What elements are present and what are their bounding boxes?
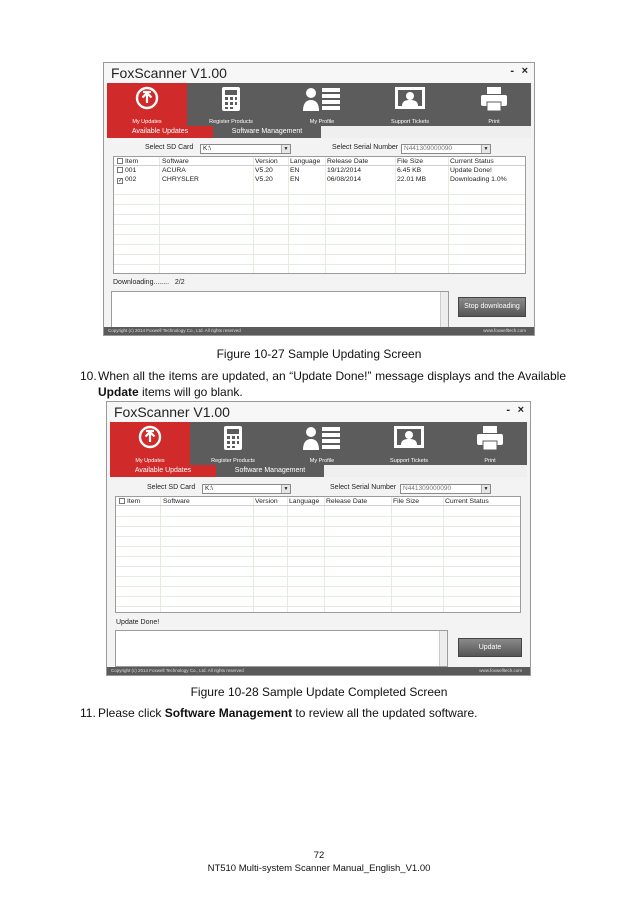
chevron-down-icon: ▼ (281, 485, 290, 493)
toolbar-print[interactable] (454, 83, 534, 126)
sd-card-dropdown[interactable] (202, 484, 291, 494)
copyright-text: Copyright (c) 2014 Foxwell Technology Co., Ltd. All rights reserved (111, 668, 244, 673)
figure-caption-27: Figure 10-27 Sample Updating Screen (216, 347, 422, 361)
page-number: 72 (313, 850, 325, 861)
cell-status: Downloading 1.0% (450, 176, 507, 183)
toolbar-register-products[interactable] (191, 83, 271, 126)
step-10-line-1: When all the items are updated, an “Update Done!” message displays and the Available (98, 369, 566, 383)
tab-bar (107, 126, 531, 138)
title-bar (104, 63, 534, 83)
chevron-down-icon: ▼ (281, 145, 290, 153)
column-release-date: Release Date (327, 158, 369, 165)
log-scrollbar[interactable] (439, 631, 447, 666)
website-link[interactable]: www.foxwelltech.com (479, 668, 522, 673)
support-icon (393, 425, 425, 451)
serial-number-dropdown[interactable] (400, 484, 491, 494)
status-text: Update Done! (116, 619, 160, 626)
manual-title: NT510 Multi-system Scanner Manual_English_V1.00 (207, 863, 431, 874)
step-10-line-2: Update items will go blank. (98, 385, 243, 399)
toolbar-my-updates[interactable] (107, 83, 187, 126)
stop-downloading-button[interactable]: Stop downloading (458, 297, 526, 317)
status-footer (104, 327, 534, 335)
log-output[interactable] (111, 291, 449, 328)
toolbar-label: Print (484, 458, 496, 464)
status-text: Downloading........ 2/2 (113, 279, 185, 286)
minimize-button[interactable]: - (506, 404, 510, 416)
serial-number-dropdown[interactable] (401, 144, 491, 154)
column-current-status: Current Status (445, 498, 489, 505)
toolbar-label: Print (488, 119, 500, 125)
toolbar-support-tickets[interactable] (370, 83, 450, 126)
sd-card-value: K:\ (205, 485, 213, 492)
toolbar-label: Support Tickets (391, 119, 429, 125)
table-header (116, 497, 520, 506)
printer-icon (479, 86, 509, 112)
updates-table (115, 496, 521, 613)
column-version: Version (255, 498, 278, 505)
toolbar-label: Register Products (211, 458, 255, 464)
row-checkbox[interactable] (117, 167, 123, 173)
support-icon (394, 86, 426, 112)
toolbar-label: My Profile (309, 119, 335, 125)
column-file-size: File Size (397, 158, 424, 165)
chevron-down-icon: ▼ (481, 485, 490, 493)
cell-file-size: 22.01 MB (397, 176, 427, 183)
close-button[interactable]: × (521, 65, 528, 77)
download-count: 2/2 (174, 279, 185, 286)
serial-number-value: N441309000090 (404, 145, 453, 152)
cell-item: 002 (125, 176, 137, 183)
column-software: Software (163, 498, 190, 505)
toolbar-label: My Updates (132, 119, 162, 125)
toolbar-label: My Profile (309, 458, 335, 464)
profile-icon (302, 425, 342, 451)
column-software: Software (162, 158, 189, 165)
tab-available-updates[interactable]: Available Updates (107, 126, 213, 138)
row-checkbox-checked[interactable]: ✓ (118, 178, 124, 184)
toolbar-my-profile[interactable] (282, 422, 362, 465)
tab-bar (110, 465, 527, 477)
column-release-date: Release Date (326, 498, 368, 505)
serial-number-value: N441309000090 (403, 485, 452, 492)
main-toolbar (107, 83, 531, 126)
column-current-status: Current Status (450, 158, 494, 165)
chevron-down-icon: ▼ (481, 145, 490, 153)
updates-table (113, 156, 526, 274)
toolbar-label: Register Products (209, 119, 253, 125)
serial-number-label: Select Serial Number (332, 144, 399, 151)
figure-caption-28: Figure 10-28 Sample Update Completed Screen (190, 685, 448, 699)
toolbar-support-tickets[interactable] (369, 422, 449, 465)
select-all-checkbox[interactable] (119, 498, 125, 504)
printer-icon (475, 425, 505, 451)
column-version: Version (255, 158, 278, 165)
column-item[interactable]: Item (119, 497, 140, 506)
website-link[interactable]: www.foxwelltech.com (483, 328, 526, 333)
upload-icon (138, 425, 162, 449)
tab-software-management[interactable]: Software Management (216, 465, 324, 477)
copyright-text: Copyright (c) 2014 Foxwell Technology Co., Ltd. All rights reserved (108, 328, 241, 333)
cell-language: EN (290, 176, 300, 183)
serial-number-label: Select Serial Number (330, 484, 397, 491)
cell-status: Update Done! (450, 167, 492, 174)
profile-icon (302, 86, 342, 112)
table-row[interactable] (114, 175, 525, 184)
select-all-checkbox[interactable] (117, 158, 123, 164)
toolbar-label: Support Tickets (390, 458, 428, 464)
update-button[interactable]: Update (458, 638, 522, 657)
cell-version: V5.20 (255, 167, 273, 174)
sd-card-label: Select SD Card (145, 144, 194, 151)
step-11-text: Please click Software Management to review all the updated software. (98, 706, 478, 720)
table-header (114, 157, 525, 166)
title-bar (107, 402, 530, 422)
sd-card-label: Select SD Card (147, 484, 196, 491)
updating-screenshot (103, 62, 535, 336)
toolbar-my-updates[interactable] (110, 422, 190, 465)
log-output[interactable] (115, 630, 448, 667)
cell-file-size: 6.45 KB (397, 167, 422, 174)
cell-item: 001 (125, 167, 137, 174)
column-item[interactable]: Item (117, 157, 138, 166)
close-button[interactable]: × (517, 404, 524, 416)
column-language: Language (290, 158, 321, 165)
cell-release-date: 19/12/2014 (327, 167, 362, 174)
toolbar-label: My Updates (135, 458, 165, 464)
update-completed-screenshot (106, 401, 531, 676)
main-toolbar (110, 422, 527, 465)
sd-card-dropdown[interactable] (200, 144, 291, 154)
cell-software: CHRYSLER (162, 176, 199, 183)
column-language: Language (289, 498, 320, 505)
toolbar-my-profile[interactable] (282, 83, 362, 126)
status-footer (107, 667, 530, 675)
upload-icon (135, 86, 159, 110)
cell-software: ACURA (162, 167, 186, 174)
calculator-icon (220, 86, 242, 112)
app-title: FoxScanner V1.00 (111, 65, 227, 81)
column-file-size: File Size (393, 498, 420, 505)
tab-available-updates[interactable]: Available Updates (110, 465, 216, 477)
cell-version: V5.20 (255, 176, 273, 183)
tab-software-management[interactable]: Software Management (213, 126, 321, 138)
log-scrollbar[interactable] (440, 292, 448, 327)
minimize-button[interactable]: - (510, 65, 514, 77)
cell-language: EN (290, 167, 300, 174)
sd-card-value: K:\ (203, 145, 211, 152)
app-title: FoxScanner V1.00 (114, 404, 230, 420)
toolbar-register-products[interactable] (193, 422, 273, 465)
calculator-icon (222, 425, 244, 451)
toolbar-print[interactable] (450, 422, 530, 465)
cell-release-date: 06/08/2014 (327, 176, 362, 183)
table-row[interactable] (114, 166, 525, 175)
